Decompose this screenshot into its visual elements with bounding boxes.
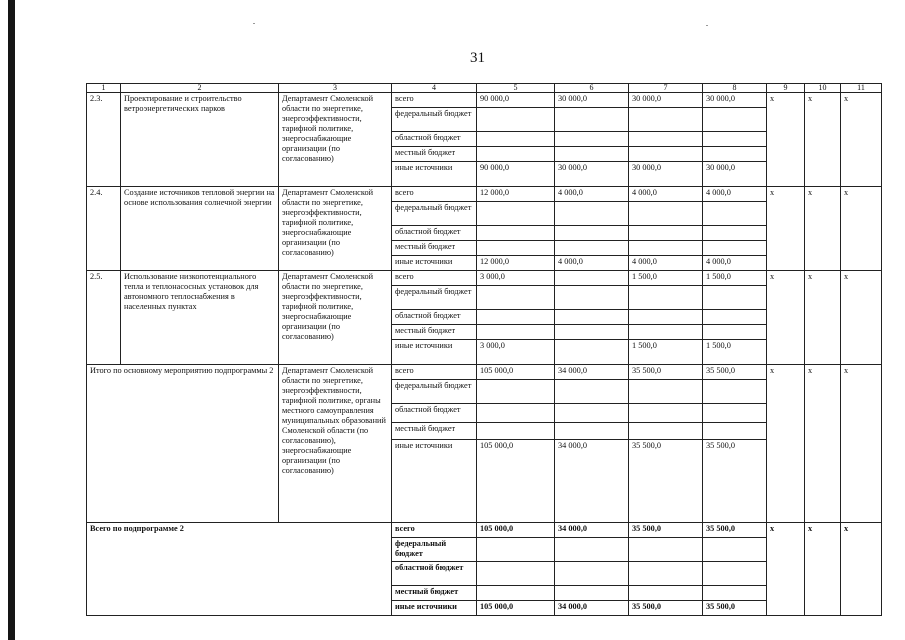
source-regional: областной бюджет [392, 562, 477, 586]
source-other: иные источники [392, 162, 477, 187]
value-cell: 105 000,0 [477, 365, 555, 380]
source-local: местный бюджет [392, 241, 477, 256]
subprogram-total-label: Всего по подпрограмме 2 [87, 523, 392, 616]
source-other: иные источники [392, 440, 477, 523]
source-other: иные источники [392, 340, 477, 365]
main-total-label: Итого по основному мероприятию подпрограммы 2 [87, 365, 279, 523]
table-row-2-4 [87, 187, 882, 202]
value-cell: 35 500,0 [629, 601, 703, 616]
source-federal: федеральный бюджет [392, 538, 477, 562]
value-cell: 4 000,0 [703, 256, 767, 271]
mark-cell: х [805, 271, 841, 365]
value-cell: 1 500,0 [629, 271, 703, 286]
source-total: всего [392, 271, 477, 286]
value-cell: 90 000,0 [477, 93, 555, 108]
mark-cell: х [767, 523, 805, 616]
value-cell: 30 000,0 [555, 93, 629, 108]
source-total: всего [392, 365, 477, 380]
value-cell: 4 000,0 [629, 256, 703, 271]
value-cell [555, 340, 629, 365]
value-cell: 30 000,0 [629, 93, 703, 108]
header-cell: 2 [121, 84, 279, 93]
value-cell: 34 000,0 [555, 523, 629, 538]
scan-binding-edge [8, 0, 15, 640]
source-total: всего [392, 93, 477, 108]
mark-cell: х [805, 365, 841, 523]
source-regional: областной бюджет [392, 404, 477, 423]
header-cell: 7 [629, 84, 703, 93]
source-local: местный бюджет [392, 147, 477, 162]
item-number: 2.4. [87, 187, 121, 271]
source-federal: федеральный бюджет [392, 108, 477, 132]
value-cell: 35 500,0 [629, 365, 703, 380]
mark-cell: х [805, 93, 841, 187]
value-cell: 90 000,0 [477, 162, 555, 187]
item-executor: Департамент Смоленской области по энергетике, энергоэффективности, тарифной политике, энергоснабжающие организации (по согласованию) [279, 187, 392, 271]
value-cell: 105 000,0 [477, 601, 555, 616]
value-cell: 3 000,0 [477, 271, 555, 286]
value-cell: 35 500,0 [703, 523, 767, 538]
budget-table [86, 83, 882, 616]
source-federal: федеральный бюджет [392, 380, 477, 404]
value-cell: 35 500,0 [629, 523, 703, 538]
header-cell: 9 [767, 84, 805, 93]
mark-cell: х [767, 271, 805, 365]
table-row-2-3 [87, 93, 882, 108]
value-cell: 105 000,0 [477, 440, 555, 523]
value-cell: 35 500,0 [703, 440, 767, 523]
header-cell: 3 [279, 84, 392, 93]
source-regional: областной бюджет [392, 132, 477, 147]
item-number: 2.3. [87, 93, 121, 187]
value-cell: 4 000,0 [555, 256, 629, 271]
main-total-executor: Департамент Смоленской области по энергетике, энергоэффективности, тарифной политике, органы местного самоуправления муниципальных образований Смоленской области (по согласованию), энергоснабжающие организации (по согласованию) [279, 365, 392, 523]
source-local: местный бюджет [392, 325, 477, 340]
value-cell: 1 500,0 [703, 271, 767, 286]
value-cell: 30 000,0 [629, 162, 703, 187]
value-cell: 4 000,0 [555, 187, 629, 202]
source-local: местный бюджет [392, 423, 477, 440]
item-name: Проектирование и строительство ветроэнергетических парков [121, 93, 279, 187]
value-cell: 3 000,0 [477, 340, 555, 365]
mark-cell: х [841, 93, 882, 187]
table-row-2-5 [87, 271, 882, 286]
header-cell: 4 [392, 84, 477, 93]
mark-cell: х [841, 187, 882, 271]
value-cell [555, 271, 629, 286]
mark-cell: х [841, 271, 882, 365]
header-cell: 8 [703, 84, 767, 93]
mark-cell: х [767, 365, 805, 523]
table-header-row [87, 84, 882, 93]
value-cell: 4 000,0 [703, 187, 767, 202]
scan-speck [253, 23, 255, 24]
page-number: 31 [470, 50, 485, 66]
value-cell: 35 500,0 [629, 440, 703, 523]
item-name: Создание источников тепловой энергии на основе использования солнечной энергии [121, 187, 279, 271]
source-total: всего [392, 523, 477, 538]
table-row-subprogram-total [87, 523, 882, 538]
mark-cell: х [805, 187, 841, 271]
value-cell: 30 000,0 [703, 162, 767, 187]
value-cell: 30 000,0 [703, 93, 767, 108]
source-other: иные источники [392, 601, 477, 616]
source-regional: областной бюджет [392, 310, 477, 325]
value-cell: 1 500,0 [629, 340, 703, 365]
source-federal: федеральный бюджет [392, 286, 477, 310]
value-cell: 1 500,0 [703, 340, 767, 365]
item-number: 2.5. [87, 271, 121, 365]
header-cell: 10 [805, 84, 841, 93]
source-other: иные источники [392, 256, 477, 271]
mark-cell: х [767, 187, 805, 271]
table-row-main-total [87, 365, 882, 380]
header-cell: 11 [841, 84, 882, 93]
value-cell: 35 500,0 [703, 601, 767, 616]
value-cell: 34 000,0 [555, 601, 629, 616]
item-executor: Департамент Смоленской области по энергетике, энергоэффективности, тарифной политике, энергоснабжающие организации (по согласованию) [279, 271, 392, 365]
value-cell: 12 000,0 [477, 187, 555, 202]
value-cell: 34 000,0 [555, 440, 629, 523]
source-local: местный бюджет [392, 586, 477, 601]
mark-cell: х [841, 365, 882, 523]
item-executor: Департамент Смоленской области по энергетике, энергоэффективности, тарифной политике, энергоснабжающие организации (по согласованию) [279, 93, 392, 187]
header-cell: 5 [477, 84, 555, 93]
source-federal: федеральный бюджет [392, 202, 477, 226]
value-cell: 30 000,0 [555, 162, 629, 187]
value-cell: 105 000,0 [477, 523, 555, 538]
value-cell: 12 000,0 [477, 256, 555, 271]
source-total: всего [392, 187, 477, 202]
scan-speck [706, 25, 708, 26]
header-cell: 1 [87, 84, 121, 93]
header-cell: 6 [555, 84, 629, 93]
mark-cell: х [805, 523, 841, 616]
value-cell: 34 000,0 [555, 365, 629, 380]
value-cell: 4 000,0 [629, 187, 703, 202]
mark-cell: х [767, 93, 805, 187]
source-regional: областной бюджет [392, 226, 477, 241]
item-name: Использование низкопотенциального тепла и теплонасосных установок для автономного теплоснабжения в населенных пунктах [121, 271, 279, 365]
value-cell: 35 500,0 [703, 365, 767, 380]
mark-cell: х [841, 523, 882, 616]
